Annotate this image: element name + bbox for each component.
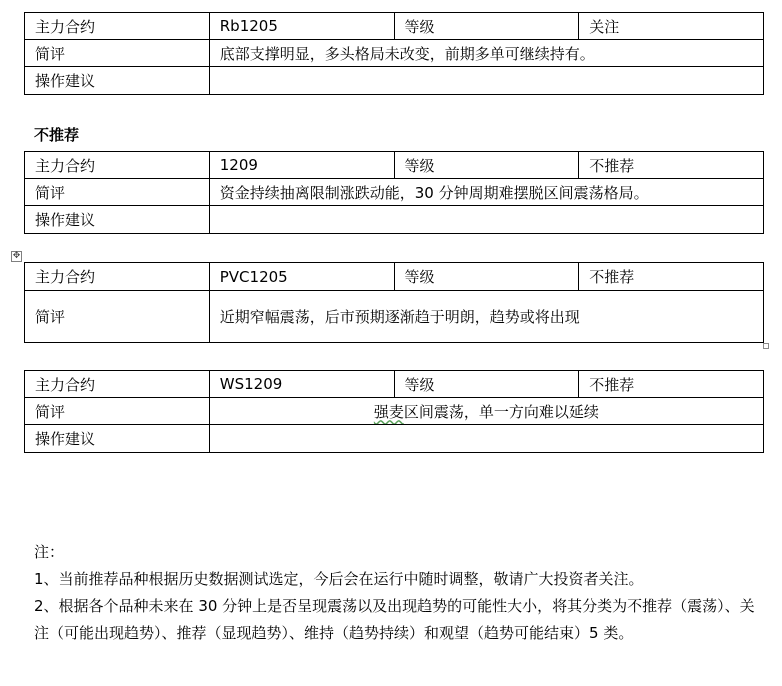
comment-value: 资金持续抽离限制涨跌动能，30 分钟周期难摆脱区间震荡格局。 xyxy=(209,179,763,206)
advice-value[interactable] xyxy=(209,425,763,453)
table-pvc1205 xyxy=(24,262,764,343)
notes-line-2: 2、根据各个品种未来在 30 分钟上是否呈现震荡以及出现趋势的可能性大小，将其分类为不推荐（震荡）、关注（可能出现趋势）、推荐（显现趋势）、维持（趋势持续）和观望（趋势可能结束）5 类。 xyxy=(34,597,755,642)
comment-label: 简评 xyxy=(25,291,210,343)
comment-value: 底部支撑明显，多头格局未改变，前期多单可继续持有。 xyxy=(209,40,763,67)
notes-line-1: 1、当前推荐品种根据历史数据测试选定，今后会在运行中随时调整，敬请广大投资者关注。 xyxy=(34,570,644,588)
table-1209 xyxy=(24,151,764,234)
notes xyxy=(34,539,764,647)
table-rb1205 xyxy=(24,12,764,95)
comment-text: 区间震荡，单一方向难以延续 xyxy=(403,402,599,421)
contract-value: PVC1205 xyxy=(209,263,394,291)
grade-label: 等级 xyxy=(394,152,579,179)
advice-value[interactable] xyxy=(209,67,763,95)
grade-label: 等级 xyxy=(394,371,579,398)
contract-label: 主力合约 xyxy=(25,371,210,398)
contract-value: 1209 xyxy=(209,152,394,179)
comment-label: 简评 xyxy=(25,179,210,206)
grade-value: 不推荐 xyxy=(579,371,764,398)
advice-label: 操作建议 xyxy=(25,425,210,453)
grade-value: 不推荐 xyxy=(579,263,764,291)
notes-label: 注： xyxy=(34,543,65,561)
table-ws1209 xyxy=(24,370,764,453)
advice-label: 操作建议 xyxy=(25,206,210,234)
grade-value: 关注 xyxy=(579,13,764,40)
advice-label: 操作建议 xyxy=(25,67,210,95)
comment-label: 简评 xyxy=(25,40,210,67)
advice-value[interactable] xyxy=(209,206,763,234)
grade-label: 等级 xyxy=(394,13,579,40)
grade-label: 等级 xyxy=(394,263,579,291)
comment-value: 近期窄幅震荡，后市预期逐渐趋于明朗，趋势或将出现 xyxy=(209,291,763,343)
grade-value: 不推荐 xyxy=(579,152,764,179)
section-heading: 不推荐 xyxy=(34,126,80,144)
move-arrows-icon[interactable]: ✥ xyxy=(12,251,21,261)
resize-handle-icon[interactable] xyxy=(763,343,769,349)
contract-label: 主力合约 xyxy=(25,263,210,291)
contract-label: 主力合约 xyxy=(25,13,210,40)
comment-value xyxy=(209,398,763,425)
comment-label: 简评 xyxy=(25,398,210,425)
spellcheck-underlined-text: 强麦 xyxy=(373,402,404,421)
contract-value: Rb1205 xyxy=(209,13,394,40)
contract-label: 主力合约 xyxy=(25,152,210,179)
contract-value: WS1209 xyxy=(209,371,394,398)
